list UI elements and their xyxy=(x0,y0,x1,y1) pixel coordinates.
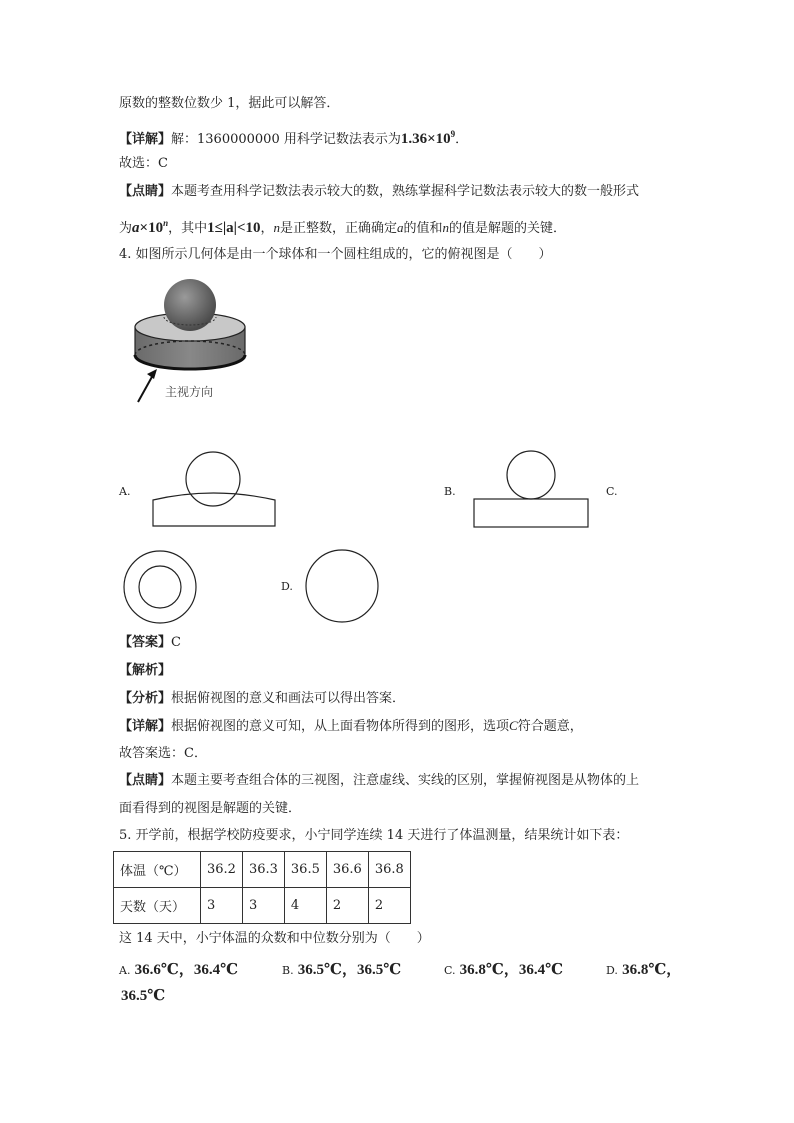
formula: $a\times 10^n$ xyxy=(132,218,169,236)
table-header: 天数（天） xyxy=(114,888,201,924)
sci-notation: $1.36\times 10^9$ xyxy=(400,129,456,147)
direction-label: 主视方向 xyxy=(165,385,214,399)
option-d-figure xyxy=(303,548,383,628)
choice-line: 故选：C xyxy=(119,156,168,171)
remark-line: 【点睛】本题考查用科学记数法表示较大的数，熟练掌握科学记数法表示较大的数一般形式 xyxy=(119,184,640,199)
arrow-head xyxy=(147,369,157,379)
inequality: 1≤|a|<10 xyxy=(207,220,261,236)
question-5-prompt: 这 14 天中，小宁体温的众数和中位数分别为（ ） xyxy=(119,931,430,946)
choice-a: A. 36.6℃，36.4℃ xyxy=(119,962,239,978)
table-cell: 36.6 xyxy=(326,852,368,888)
temperature-table xyxy=(113,851,411,924)
option-a-label: A. xyxy=(119,485,131,498)
table-cell: 36.2 xyxy=(201,852,243,888)
table-cell: 36.8 xyxy=(368,852,410,888)
detail-line: 【详解】解：1360000000 用科学记数法表示为$1.36\times 10^9$． xyxy=(119,129,469,147)
table-cell: 36.5 xyxy=(284,852,326,888)
table-cell: 2 xyxy=(368,888,410,924)
choice-line-2: 故答案选：C． xyxy=(119,746,207,761)
direction-arrow xyxy=(138,375,153,402)
question-4-stem: 4. 如图所示几何体是由一个球体和一个圆柱组成的，它的俯视图是（ ） xyxy=(119,247,552,262)
answer-line: 【答案】C xyxy=(119,635,181,650)
analysis-line: 【分析】根据俯视图的意义和画法可以得出答案． xyxy=(119,691,406,706)
detail-text: 解：1360000000 用科学记数法表示为 xyxy=(171,132,401,147)
detail-line-2: 【详解】根据俯视图的意义可知，从上面看物体所得到的图形，选项C符合题意， xyxy=(119,718,583,734)
choice-c: C. 36.8℃，36.4℃ xyxy=(444,962,564,978)
choice-b: B. 36.5℃，36.5℃ xyxy=(282,962,402,978)
table-row xyxy=(114,852,411,888)
table-cell: 2 xyxy=(326,888,368,924)
detail-tag: 【详解】 xyxy=(119,132,172,147)
table-cell: 3 xyxy=(201,888,243,924)
analysis-heading: 【解析】 xyxy=(119,663,172,678)
table-row xyxy=(114,888,411,924)
option-b-figure xyxy=(470,450,592,530)
remark-line-4: 面看得到的视图是解题的关键． xyxy=(119,801,302,816)
sphere xyxy=(164,279,216,331)
option-d-label: D. xyxy=(281,580,293,593)
table-cell: 4 xyxy=(284,888,326,924)
table-header: 体温（℃） xyxy=(114,852,201,888)
choice-d: D. 36.8℃， xyxy=(606,962,682,978)
table-cell: 36.3 xyxy=(242,852,284,888)
remark-tag: 【点睛】 xyxy=(119,184,172,199)
option-b-label: B. xyxy=(444,485,456,498)
text-line xyxy=(119,95,339,113)
option-a-figure xyxy=(150,450,280,530)
table-cell: 3 xyxy=(242,888,284,924)
question-5-stem: 5. 开学前，根据学校防疫要求，小宁同学连续 14 天进行了体温测量，结果统计如下表： xyxy=(119,828,629,843)
option-c-label: C. xyxy=(606,485,618,498)
remark-line-2: 为$a\times 10^n$，其中1≤|a|<10，n是正整数，正确确定a的值和n的值是解题的关键． xyxy=(119,218,567,236)
choice-d-cont: 36.5℃ xyxy=(121,988,166,1004)
remark-line-3: 【点睛】本题主要考查组合体的三视图，注意虚线、实线的区别，掌握俯视图是从物体的上 xyxy=(119,773,640,788)
option-c-figure xyxy=(120,548,200,628)
paragraph-text: 原数的整数位数少 1，据此可以解答． xyxy=(119,96,340,111)
